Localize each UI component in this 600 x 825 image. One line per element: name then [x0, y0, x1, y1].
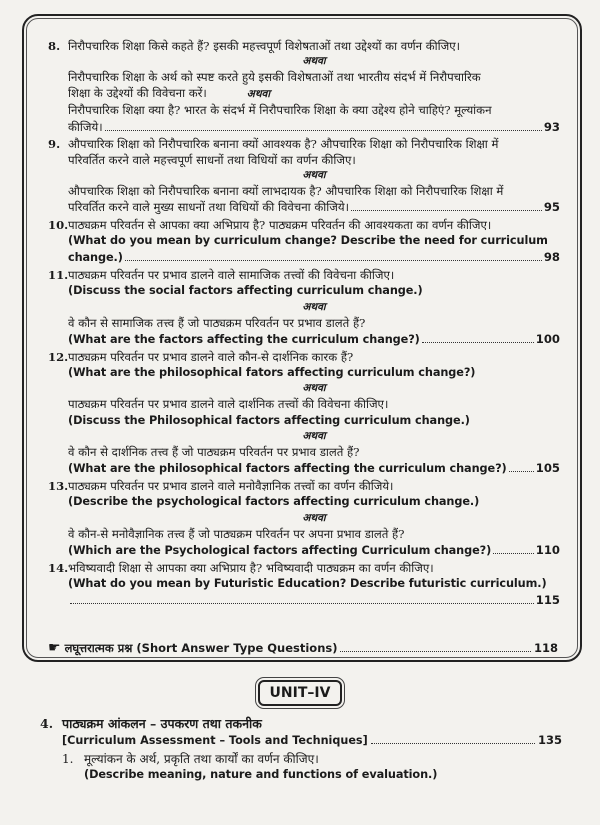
chapter-section [40, 716, 562, 783]
dot-leader [351, 210, 542, 211]
or-separator: अथवा [302, 169, 326, 182]
dot-leader [125, 260, 542, 261]
question-text-hindi: पाठ्यक्रम परिवर्तन से आपका क्या अभिप्राय है? पाठ्यक्रम परिवर्तन की आवश्यकता का वर्णन कीजिए। [68, 217, 492, 232]
question-10 [48, 217, 560, 267]
dot-leader [105, 130, 542, 131]
question-text-english: (What do you mean by curriculum change? Describe the need for curriculum [68, 233, 548, 247]
question-12 [48, 349, 560, 477]
question-number: 1. [62, 752, 74, 766]
question-number: 10. [48, 217, 69, 232]
unit-heading: UNIT–IV [258, 680, 342, 706]
chapter-title-hindi: पाठ्यक्रम आंकलन – उपकरण तथा तकनीक [62, 716, 262, 731]
alternate-question-text: निरौपचारिक शिक्षा क्या है? भारत के संदर्भ में निरौपचारिक शिक्षा के क्या उद्देश्य होने चाहिएं? मूल्यांकन [68, 103, 492, 118]
page-number: 118 [533, 641, 558, 655]
question-text-english: (Describe meaning, nature and functions of evaluation.) [84, 768, 438, 781]
dot-leader [340, 651, 531, 652]
page-number: 100 [535, 331, 560, 346]
or-separator: अथवा [302, 382, 326, 395]
question-text-english: (What are the philosophical fators affecting curriculum change?) [68, 366, 476, 380]
alternate-question-text: औपचारिक शिक्षा को निरौपचारिक बनाना क्यों लाभदायक है? औपचारिक शिक्षा को निरौपचारिक शिक्षा में [68, 184, 504, 199]
or-separator: अथवा [302, 55, 326, 68]
dot-leader [422, 342, 534, 343]
question-13 [48, 478, 560, 559]
question-number: 14. [48, 561, 69, 576]
alternate-question-hindi: पाठ्यक्रम परिवर्तन पर प्रभाव डालने वाले दार्शनिक तत्त्वों की विवेचना कीजिए। [68, 397, 389, 412]
question-text: औपचारिक शिक्षा को निरौपचारिक बनाना क्यों आवश्यक है? औपचारिक शिक्षा को निरौपचारिक शिक्षा में [68, 136, 499, 151]
question-text-english: change.) [68, 251, 123, 265]
dot-leader [371, 743, 535, 744]
pointing-hand-icon: ☛ [48, 640, 61, 656]
question-number: 9. [48, 136, 61, 151]
question-text-hindi: पाठ्यक्रम परिवर्तन पर प्रभाव डालने वाले कौन-से दार्शनिक कारक हैं? [68, 350, 354, 365]
alternate-question-english: (Which are the Psychological factors affecting Curriculum change?) [68, 543, 492, 557]
dot-leader [493, 553, 534, 554]
or-separator: अथवा [302, 511, 326, 524]
or-separator: अथवा [246, 88, 271, 101]
question-text: परिवर्तित करने वाले महत्त्वपूर्ण साधनों तथा विधियों का वर्णन कीजिए। [68, 153, 356, 168]
page-number: 115 [535, 593, 560, 608]
question-text-hindi: पाठ्यक्रम परिवर्तन पर प्रभाव डालने वाले सामाजिक तत्त्वों की विवेचना कीजिए। [68, 268, 395, 283]
short-answer-entry [48, 640, 558, 656]
question-14 [48, 560, 560, 609]
dot-leader [509, 471, 534, 472]
page-number: 110 [535, 542, 560, 557]
or-separator: अथवा [302, 429, 326, 442]
page-number: 135 [537, 733, 562, 747]
question-1 [62, 751, 562, 783]
question-8 [48, 38, 560, 135]
question-number: 13. [48, 479, 69, 494]
page-number: 98 [543, 250, 560, 265]
alternate-question-english: (Discuss the Philosophical factors affecting curriculum change.) [68, 413, 470, 427]
question-list [48, 38, 560, 610]
alternate-question-english: (What are the factors affecting the curriculum change?) [68, 332, 420, 346]
question-number: 12. [48, 350, 69, 365]
alternate-question-hindi: वे कौन-से मनोवैज्ञानिक तत्त्व हैं जो पाठ्यक्रम परिवर्तन पर अपना प्रभाव डालते हैं? [68, 526, 405, 541]
alternate-question-hindi: वे कौन से सामाजिक तत्त्व हैं जो पाठ्यक्रम परिवर्तन पर प्रभाव डालते हैं? [68, 315, 366, 330]
question-text-english: (What do you mean by Futuristic Education? Describe futuristic curriculum.) [68, 577, 547, 591]
alternate-question-text: कीजिये। [68, 119, 103, 134]
page-number: 93 [543, 119, 560, 134]
question-text-english: (Describe the psychological factors affecting curriculum change.) [68, 495, 480, 509]
chapter-number: 4. [40, 716, 54, 731]
alternate-question-hindi: वे कौन से दार्शनिक तत्त्व हैं जो पाठ्यक्रम परिवर्तन पर प्रभाव डालते हैं? [68, 444, 360, 459]
page-number: 105 [535, 461, 560, 476]
question-number: 11. [48, 268, 69, 283]
question-text: निरौपचारिक शिक्षा किसे कहते हैं? इसकी महत्त्वपूर्ण विशेषताओं तथा उद्देश्यों का वर्णन कीजिए। [68, 39, 461, 53]
short-answer-label: लघूत्तरात्मक प्रश्न (Short Answer Type Questions) [64, 641, 338, 655]
page-number: 95 [543, 200, 560, 215]
alternate-question-text: शिक्षा के उद्देश्यों की विवेचना करें। [68, 86, 207, 101]
alternate-question-text: निरौपचारिक शिक्षा के अर्थ को स्पष्ट करते हुये इसकी विशेषताओं तथा भारतीय संदर्भ में निरौपचारिक [68, 70, 481, 85]
question-text-hindi: भविष्यवादी शिक्षा से आपका क्या अभिप्राय है? भविष्यवादी पाठ्यक्रम का वर्णन कीजिए। [68, 561, 434, 576]
question-text-english: (Discuss the social factors affecting curriculum change.) [68, 284, 423, 298]
chapter-title-english: [Curriculum Assessment – Tools and Techniques] [62, 734, 368, 747]
or-separator: अथवा [302, 300, 326, 313]
alternate-question-text: परिवर्तित करने वाले मुख्य साधनों तथा विधियों की विवेचना कीजिये। [68, 200, 349, 215]
question-text-hindi: पाठ्यक्रम परिवर्तन पर प्रभाव डालने वाले मनोवैज्ञानिक तत्त्वों का वर्णन कीजिये। [68, 479, 394, 494]
question-text-hindi: मूल्यांकन के अर्थ, प्रकृति तथा कार्यों का वर्णन कीजिए। [84, 752, 319, 766]
alternate-question-english: (What are the philosophical factors affecting the curriculum change?) [68, 462, 507, 476]
question-11 [48, 267, 560, 348]
question-9 [48, 136, 560, 216]
dot-leader [70, 603, 534, 604]
question-number: 8. [48, 39, 61, 53]
